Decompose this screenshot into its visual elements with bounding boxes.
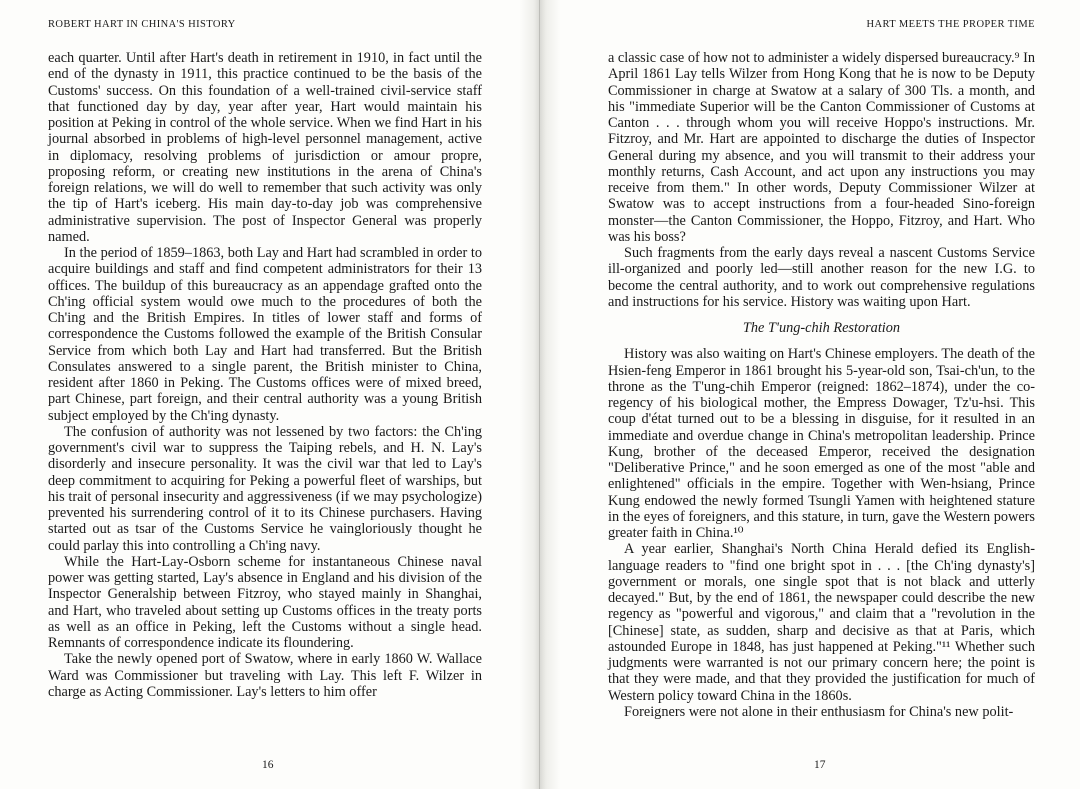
running-head: ROBERT HART IN CHINA'S HISTORY: [48, 19, 236, 30]
left-page: [0, 0, 532, 789]
right-page: [548, 0, 1080, 789]
paragraph: Foreigners were not alone in their enthusiasm for China's new polit-: [624, 703, 1014, 720]
page-body: [608, 50, 1035, 720]
paragraph: a classic case of how not to administer a widely dispersed bureaucracy.⁹ In April 1861 Lay tells Wilzer from Hong Kong that he is now to be Deputy Commissioner in charge at Swatow at a salary of 300 Tls. a month, and his "immediate Superior will be the Canton Commissioner of Customs at Canton . . . through whom you will receive Hoppo's instructions. Mr. Fitzroy, and Mr. Hart are appointed to discharge the duties of Inspector General during my absence, and you will transmit to their address your monthly returns, Cash Account, and act upon any instructions you may receive from them." In other words, Deputy Commissioner Wilzer at Swatow was to accept instructions from a four-headed Sino-foreign monster—the Canton Commissioner, the Hoppo, Fitzroy, and Hart. Who was his boss?: [608, 50, 1035, 245]
page-number: 16: [262, 759, 274, 771]
paragraph: While the Hart-Lay-Osborn scheme for instantaneous Chinese naval power was getting started, Lay's absence in England and his division of the Inspector Generalship between Fitzroy, who stayed mainly in Shanghai, and Hart, who traveled about setting up Customs offices in the treaty ports as well as an office in Peking, left the Customs without a single head. Remnants of correspondence indicate its floundering.: [48, 553, 482, 651]
section-heading: The T'ung-chih Restoration: [742, 320, 901, 336]
paragraph: The confusion of authority was not lessened by two factors: the Ch'ing government's civil war to suppress the Taiping rebels, and H. N. Lay's disorderly and insecure personality. It was the civil war that led to Lay's deep commitment to acquiring for Peking a powerful fleet of warships, but his trait of personal insecurity and aggressiveness (if we may psychologize) prevented his surrendering control of it to its Chinese purchasers. Having started out as tsar of the Customs Service he vaingloriously thought he could parlay this into controlling a Ch'ing navy.: [48, 423, 482, 554]
paragraph: Take the newly opened port of Swatow, where in early 1860 W. Wallace Ward was Commissioner but traveling with Lay. This left F. Wilzer in charge as Acting Commissioner. Lay's letters to him offer: [48, 651, 482, 700]
running-head: HART MEETS THE PROPER TIME: [866, 19, 1035, 30]
paragraph: Such fragments from the early days reveal a nascent Customs Service ill-organized and poorly led—still another reason for the new I.G. to become the central authority, and to work out comprehensive regulations and instructions for his service. History was waiting upon Hart.: [608, 245, 1035, 310]
paragraph: History was also waiting on Hart's Chinese employers. The death of the Hsien-feng Emperor in 1861 brought his 5-year-old son, Tsai-ch'un, to the throne as the T'ung-chih Emperor (reigned: 1862–1874), under the co-regency of his biological mother, the Empress Dowager, Tz'u-hsi. This coup d'état turned out to be a blessing in disguise, for it resulted in an immediate and overdue change in China's metropolitan leadership. Prince Kung, brother of the deceased Emperor, received the designation "Deliberative Prince," and he soon emerged as one of the most "able and enlightened" officials in the empire. Together with Wen-hsiang, Prince Kung endowed the newly formed Tsungli Yamen with heightened stature in the eyes of foreigners, and this stature, in turn, gave the Western powers greater faith in China.¹⁰: [608, 346, 1035, 541]
paragraph: A year earlier, Shanghai's North China Herald defied its English-language readers to "find one bright spot in . . . [the Ch'ing dynasty's] government or morals, one single spot that is not black and utterly decayed." But, by the end of 1861, the newspaper could describe the new regency as "powerful and vigorous," and claim that a "revolution in the [Chinese] state, as sudden, sharp and decisive as that at Paris, which astounded Europe in 1848, has just happened at Peking."¹¹ Whether such judgments were warranted is not our primary concern here; the point is that they were made, and that they provided the justification for much of Western policy toward China in the 1860s.: [608, 541, 1035, 704]
gutter-fold-line: [539, 0, 540, 789]
paragraph: In the period of 1859–1863, both Lay and Hart had scrambled in order to acquire buildings and staff and find competent administrators for their 13 offices. The buildup of this bureaucracy as an appendage grafted onto the Ch'ing official system would owe much to the procedures of both the Ch'ing and the British Empires. In titles of lower staff and forms of correspondence the Customs followed the example of the British Consular Service from which both Lay and Hart had transferred. But the British Consulates answered to a single parent, the British minister to China, resident after 1860 in Peking. The Customs offices were of mixed breed, part Chinese, part foreign, and their central authority was a young British subject employed by the Ch'ing dynasty.: [48, 245, 482, 424]
page-body: [48, 50, 482, 700]
page-number: 17: [814, 759, 826, 771]
paragraph: each quarter. Until after Hart's death in retirement in 1910, in fact until the end of the dynasty in 1911, this practice continued to be the basis of the Customs' success. On this foundation of a well-trained civil-service staff that functioned day by day, year after year, Hart would maintain his position at Peking in control of the whole service. When we find Hart in his journal absorbed in problems of high-level personnel management, active in diplomacy, resolving problems of jurisdiction or amour propre, proposing reform, or creating new institutions in the arena of China's foreign relations, we will do well to remember that such activity was only the tip of Hart's iceberg. His main day-to-day job was comprehensive administrative supervision. The post of Inspector General was properly named.: [48, 50, 482, 245]
